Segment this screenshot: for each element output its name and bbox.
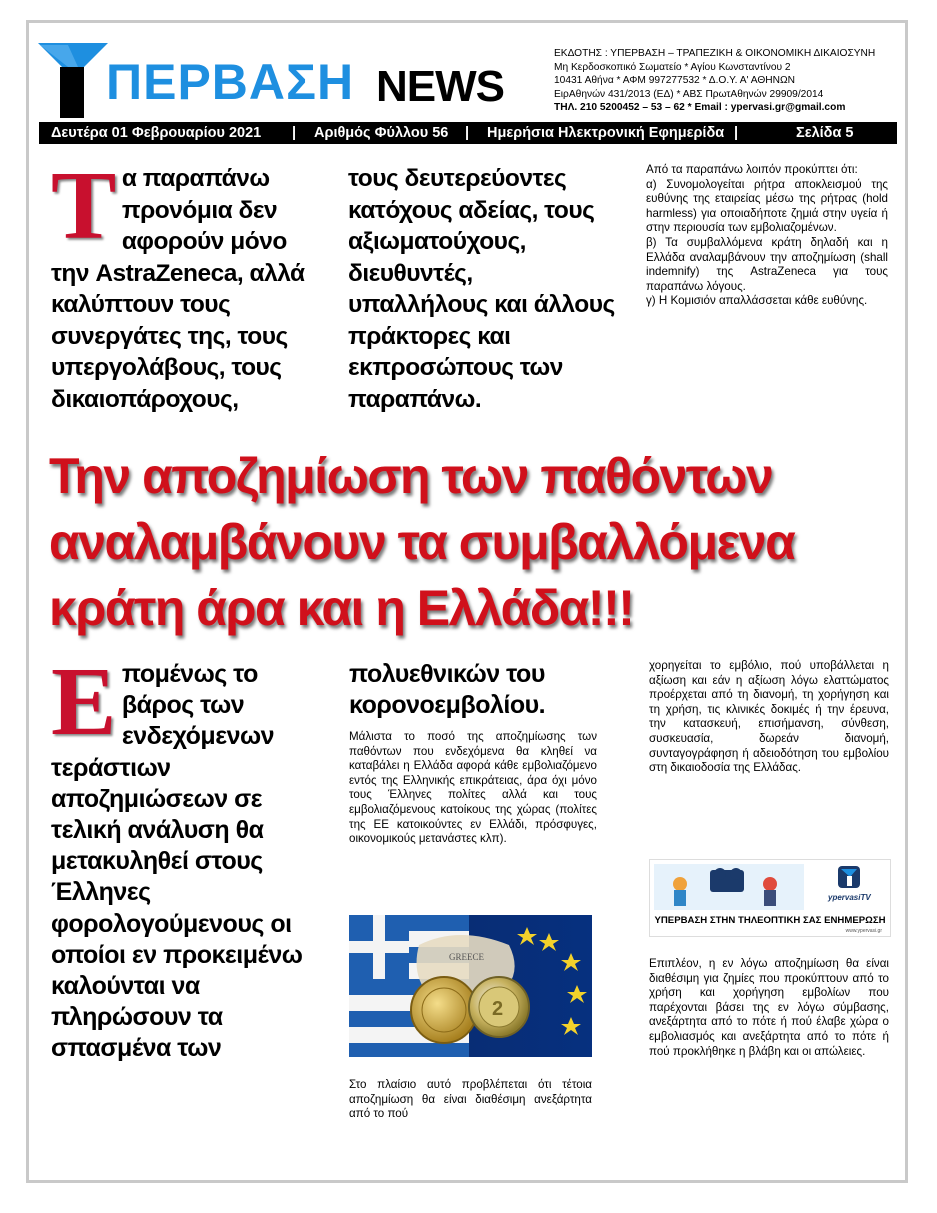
top-column-1 xyxy=(51,152,319,415)
greece-eu-flag-image xyxy=(349,915,592,1057)
top-column-2-text: τους δευτερεύοντες κατόχους αδείας, τους αξιωματούχους, διευθυντές, υπαλλήλους και άλλους πράκτορες και εκπροσώπους των παραπάνω. xyxy=(348,165,615,413)
tv-caption: ΥΠΕΡΒΑΣΗ ΣΤΗΝ ΤΗΛΕΟΠΤΙΚΗ ΣΑΣ ΕΝΗΜΕΡΩΣΗ xyxy=(654,915,886,926)
paragraph: β) Τα συμβαλλόμενα κράτη δηλαδή και η Ελλάδα αναλαμβάνουν την αποζημίωση (shall indemnify) της AstraZeneca για τους παραπάνω λόγους. xyxy=(646,235,888,293)
info-bar xyxy=(39,122,897,144)
headline-line: Την αποζημίωση των παθόντων xyxy=(49,448,773,504)
logo-news-text: NEWS xyxy=(376,62,504,111)
map-label: GREECE xyxy=(449,952,484,962)
masthead-logo xyxy=(38,43,504,118)
top-column-2 xyxy=(348,163,616,415)
bar-separator: | xyxy=(465,125,470,141)
newspaper-page xyxy=(26,20,908,1183)
publication-type: Ημερήσια Ηλεκτρονική Εφημερίδα xyxy=(487,125,725,141)
paragraph: Μάλιστα το ποσό της αποζημίωσης των παθόντων που ενδεχόμενα θα κληθεί να καταβάλει η Ελλάδα αφορά κάθε εμβολιαζόμενο εντός της Ελληνικής επικράτειας, άρα όχι μόνο τους Έλληνες πολίτες αλλά και τους εμβολιαζόμενους κατοίκους της χώρας (πολίτες της ΕΕ κατοικούντες εν Ελλάδι, πρόσφυγες, οικονομικούς μετανάστες κλπ). xyxy=(349,730,597,846)
paragraph: γ) Η Κομισιόν απαλλάσσεται κάθε ευθύνης. xyxy=(646,294,868,308)
logo-main-text: ΠΕΡΒΑΣΗ xyxy=(106,54,355,110)
publisher-line: ΕιρΑθηνών 431/2013 (ΕΔ) * ΑΒΣ ΠρωτΑθηνών 29909/2014 xyxy=(554,88,824,100)
publisher-line: Μη Κερδοσκοπικό Σωματείο * Αγίου Κωνσταντίνου 2 xyxy=(554,61,791,73)
tv-banner-illustration xyxy=(650,860,890,936)
drop-cap: T xyxy=(51,152,116,260)
paragraph: Από τα παραπάνω λοιπόν προκύπτει ότι: xyxy=(646,163,858,176)
main-headline xyxy=(49,443,895,641)
bottom-column-1-text: πομένως το βάρος των ενδεχόμενων τεράστιων αποζημιώσεων σε τελική ανάλυση θα μετακυληθεί στους Έλληνες φορολογούμενους οι οποίοι εν προκειμένω καλούνται να πληρώσουν τα σπασμένα των xyxy=(51,660,303,1063)
bar-separator: | xyxy=(734,125,739,141)
paragraph: α) Συνομολογείται ρήτρα αποκλεισμού της ευθύνης της εταιρείας μέσω της ρήτρας (hold harmless) για οποιαδήποτε ζημιά στην υγεία ή στην περιουσία των εμβολιαζομένων. xyxy=(646,177,888,235)
flag-coins-illustration xyxy=(349,915,592,1057)
top-column-3 xyxy=(646,163,888,309)
paragraph: Στο πλαίσιο αυτό προβλέπεται ότι τέτοια αποζημίωση θα είναι διαθέσιμη ανεξάρτητα από το πού xyxy=(349,1078,592,1121)
bottom-column-3-para1: χορηγείται το εμβόλιο, πού υποβάλλεται η αξίωση και εάν η αξίωση λόγω ελαττώματος προέρχεται από τη διανομή, τη χορήγηση και τη χρήση, τις κλινικές δοκιμές ή την έρευνα, την κατασκευή, επισήμανση, σύνθεση, συσκευασία, δωρεάν διανομή, συνταγογράφηση ή αδειοδότηση του εμβολίου στη δικαιοδοσία της Ελλάδας. xyxy=(649,659,889,775)
bottom-column-2 xyxy=(349,659,597,847)
tv-url: www.ypervasi.gr xyxy=(845,928,882,934)
logo-y-mark xyxy=(38,43,108,118)
issue-number: Αριθμός Φύλλου 56 xyxy=(314,125,449,141)
bottom-column-1 xyxy=(51,648,323,1065)
issue-date: Δευτέρα 01 Φεβρουαρίου 2021 xyxy=(51,125,262,141)
page-number: Σελίδα 5 xyxy=(796,125,854,141)
column-2-heading: πολυεθνικών του κορονοεμβολίου. xyxy=(349,660,546,719)
ypervasi-tv-banner xyxy=(649,859,891,937)
bar-separator: | xyxy=(292,125,297,141)
headline-line: κράτη άρα και η Ελλάδα!!! xyxy=(49,580,634,636)
publisher-line: ΤΗΛ. 210 5200452 – 53 – 62 * Email : ypervasi.gr@gmail.com xyxy=(554,102,846,114)
publisher-line: ΕΚΔΟΤΗΣ : ΥΠΕΡΒΑΣΗ – ΤΡΑΠΕΖΙΚΗ & ΟΙΚΟΝΟΜΙΚΗ ΔΙΚΑΙΟΣΥΝΗ xyxy=(554,48,876,59)
publisher-line: 10431 Αθήνα * ΑΦΜ 997277532 * Δ.Ο.Υ. Α' ΑΘΗΝΩΝ xyxy=(554,75,795,87)
drop-cap: E xyxy=(51,648,116,756)
bottom-column-3-para2: Επιπλέον, η εν λόγω αποζημίωση θα είναι διαθέσιμη για ζημίες που προκύπτουν από το χρήση και χορήγηση εμβολίων που παρέχονται βάσει της εν λόγω σύμβασης, ανεξάρτητα από το πότε ή πού έλαβε χώρα ο εμβολιασμός και ανεξάρτητα από το πότε ή πού προκλήθηκε η βλάβη και οι απώλειες. xyxy=(649,957,889,1058)
coin-value: 2 xyxy=(492,998,504,1020)
top-column-1-text: α παραπάνω προνόμια δεν αφορούν μόνο την AstraZeneca, αλλά καλύπτουν τους συνεργάτες της, τους υπεργολάβους, τους δικαιοπάροχους, xyxy=(51,165,305,413)
tv-brand: ypervasiTV xyxy=(828,893,871,902)
publisher-info xyxy=(554,47,894,115)
headline-line: αναλαμβάνουν τα συμβαλλόμενα xyxy=(49,514,795,570)
